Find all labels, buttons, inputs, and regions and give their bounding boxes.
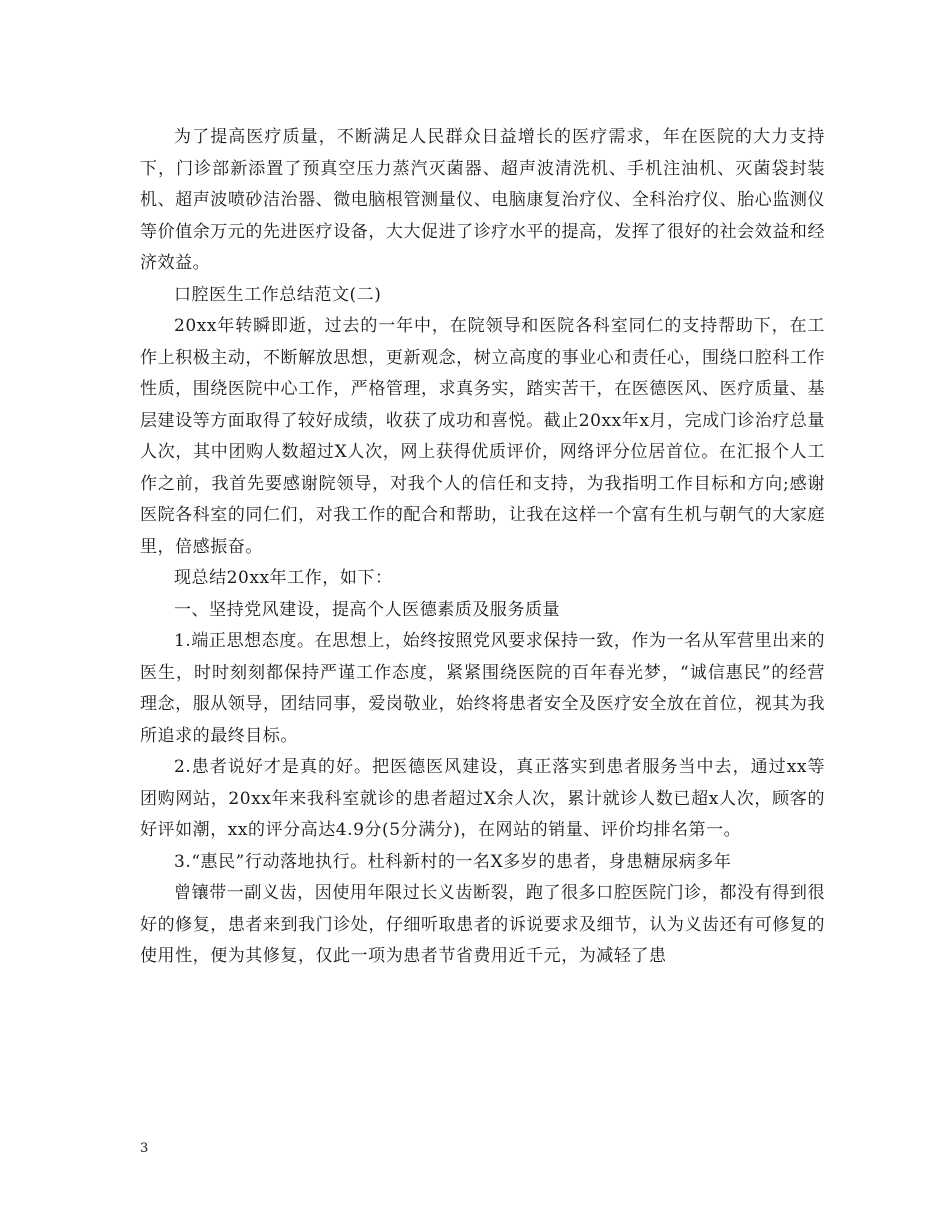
page-number: 3 (140, 1141, 149, 1156)
heading-party-building: 一、坚持党风建设，提高个人医德素质及服务质量 (174, 599, 561, 620)
paragraph-equipment: 为了提高医疗质量，不断满足人民群众日益增长的医疗需求，年在医院的大力支持下，门诊部新添置了预真空压力蒸汽灭菌器、超声波清洗机、手机注油机、灭菌袋封装机、超声波喷砂洁治器、微电脑根管测量仪、电脑康复治疗仪、全科治疗仪、胎心监测仪等价值余万元的先进医疗设备，大大促进了诊疗水平的提高，发挥了很好的社会效益和经济效益。 (140, 127, 825, 273)
paragraph-summary-intro: 现总结20xx年工作，如下： (174, 568, 393, 588)
paragraph-attitude: 1.端正思想态度。在思想上，始终按照党风要求保持一致，作为一名从军营里出来的医生，时时刻刻都保持严谨工作态度，紧紧围绕医院的百年春光梦，“诚信惠民”的经营理念，服从领导，团结同事，爱岗敬业，始终将患者安全及医疗安全放在首位，视其为我所追求的最终目标。 (140, 631, 825, 746)
paragraph-patient-praise: 2.患者说好才是真的好。把医德医风建设，真正落实到患者服务当中去，通过xx等团购网站，20xx年来我科室就诊的患者超过X余人次，累计就诊人数已超x人次，顾客的好评如潮，xx的评分高达4.9分(5分满分)，在网站的销量、评价均排名第一。 (140, 757, 825, 840)
paragraph-annual-review: 20xx年转瞬即逝，过去的一年中，在院领导和医院各科室同仁的支持帮助下，在工作上积极主动，不断解放思想，更新观念，树立高度的事业心和责任心，围绕口腔科工作性质，围绕医院中心工作，严格管理，求真务实，踏实苦干，在医德医风、医疗质量、基层建设等方面取得了较好成绩，收获了成功和喜悦。截止20xx年x月，完成门诊治疗总量人次，其中团购人数超过X人次，网上获得优质评价，网络评分位居首位。在汇报个人工作之前，我首先要感谢院领导，对我个人的信任和支持，为我指明工作目标和方向;感谢医院各科室的同仁们，对我工作的配合和帮助，让我在这样一个富有生机与朝气的大家庭里，倍感振奋。 (140, 316, 825, 557)
paragraph-huimin-action: 3.“惠民”行动落地执行。杜科新村的一名X多岁的患者，身患糖尿病多年 (174, 851, 732, 872)
document-body (140, 122, 825, 973)
section-title: 口腔医生工作总结范文(二) (174, 284, 382, 305)
paragraph-denture-case: 曾镶带一副义齿，因使用年限过长义齿断裂，跑了很多口腔医院门诊，都没有得到很好的修复，患者来到我门诊处，仔细听取患者的诉说要求及细节，认为义齿还有可修复的使用性，便为其修复，仅此一项为患者节省费用近千元，为减轻了患 (140, 883, 825, 966)
